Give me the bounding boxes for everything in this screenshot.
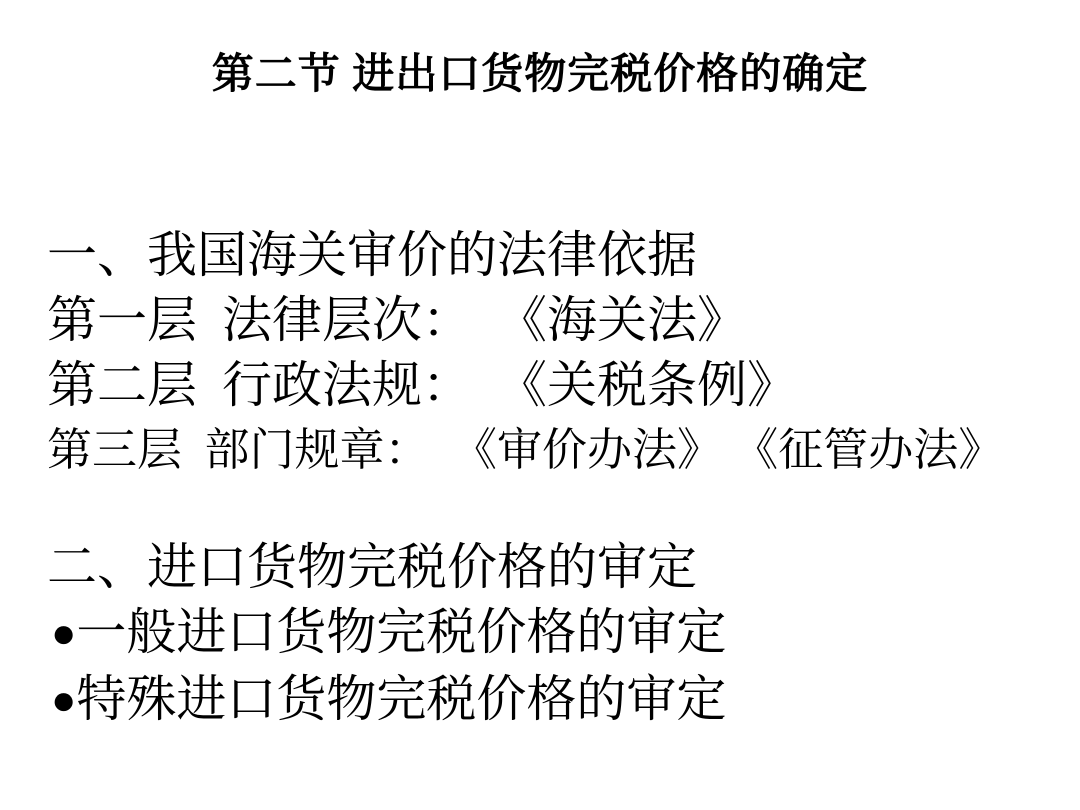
body-line-level-2-regulation: 第二层 行政法规： 《关税条例》 bbox=[47, 357, 797, 413]
body-line-section-one-heading: 一、我国海关审价的法律依据 bbox=[47, 227, 697, 283]
slide-title: 第二节 进出口货物完税价格的确定 bbox=[211, 52, 869, 98]
body-line-section-two-heading: 二、进口货物完税价格的审定 bbox=[47, 539, 697, 595]
bullet-icon: ● bbox=[51, 678, 77, 724]
body-line-bullet-general bbox=[47, 600, 1060, 667]
body-line-level-3-rules: 第三层 部门规章： 《审价办法》 《征管办法》 bbox=[47, 425, 1004, 475]
body-line-bullet-special bbox=[47, 667, 1060, 734]
body-line-bullet-general-label: 一般进口货物完税价格的审定 bbox=[76, 604, 727, 660]
body-line-bullet-special-label: 特殊进口货物完税价格的审定 bbox=[76, 671, 727, 727]
slide-body bbox=[0, 223, 1080, 734]
bullet-icon: ● bbox=[51, 611, 77, 657]
body-line-level-1-law: 第一层 法律层次： 《海关法》 bbox=[47, 292, 747, 348]
